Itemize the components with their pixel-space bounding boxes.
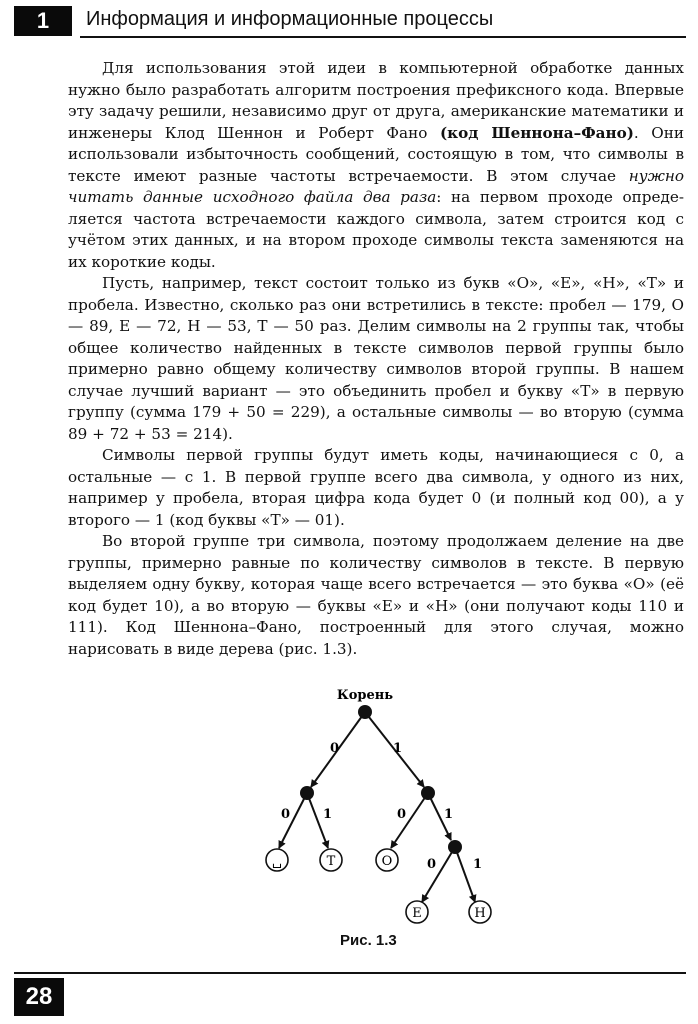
paragraph-4: Во второй группе три символа, поэтому продолжаем деление на две группы, примерно равные по количеству символов в тексте. В первую выделяем одну букву, которая чаще всего встречается — это буква «О» (её код будет 10), а во вторую — буквы «Е» и «Н» (они получают коды 110 и 111). Код Шеннона–Фано, построенный для этого случая, можно нарисовать в виде дерева (рис. 1.3). bbox=[68, 532, 684, 658]
node-11 bbox=[448, 840, 462, 854]
p1-italic-phrase: нужно читать данные исходного файла два раза bbox=[68, 166, 684, 206]
chapter-title: Информация и информационные процессы bbox=[86, 8, 494, 30]
edge-label-0-root: 0 bbox=[330, 741, 340, 756]
edge-label-1-right: 1 bbox=[444, 807, 454, 822]
paragraph-2: Пусть, например, текст состоит только из букв «О», «Е», «Н», «Т» и пробела. Известно, сколько раз они встретились в тексте: пробел — 179, О — 89, Е — 72, Н — 53, Т — 50 раз. Делим символы на 2 группы так, чтобы общее количество найденных в тексте символов первой группы было примерно равно общему количеству символов второй группы. В нашем случае лучший вариант — это объединить пробел и букву «Т» в первую группу (сумма 179 + 50 = 229), а остальные символы — во вторую (сумма 89 + 72 + 53 = 214). bbox=[68, 274, 684, 443]
leaf-t-letter: Т bbox=[326, 854, 336, 869]
header-rule bbox=[80, 36, 686, 38]
leaf-space-symbol: ␣ bbox=[272, 854, 282, 869]
p1-text-c: : на первом проходе определяется частота встречаемости каждого символа, затем строится код с учётом этих данных, и на втором проходе символы текста заменяются на их короткие коды. bbox=[68, 188, 684, 271]
root-node bbox=[358, 705, 372, 719]
figure-caption: Рис. 1.3 bbox=[340, 932, 397, 949]
p1-bold-term: (код Шеннона–Фано) bbox=[439, 123, 634, 142]
edge-label-1-deep: 1 bbox=[473, 857, 483, 872]
edge-label-1-left: 1 bbox=[323, 807, 333, 822]
chapter-number-badge: 1 bbox=[14, 6, 72, 36]
leaf-e-letter: Е bbox=[412, 906, 422, 921]
node-0 bbox=[300, 786, 314, 800]
edge-label-0-right: 0 bbox=[397, 807, 407, 822]
p1-text-a: Для использования этой идеи в компьютерной обработке данных нужно было разработать алгоритм построения префиксного кода. Впервые эту задачу решили, независимо друг от друга, американские математики и инженеры Клод Шеннон и Роберт Фано bbox=[68, 59, 684, 142]
edge-label-0-deep: 0 bbox=[427, 857, 437, 872]
code-tree-diagram bbox=[250, 672, 510, 932]
paragraph-3: Символы первой группы будут иметь коды, начинающиеся с 0, а остальные — с 1. В первой группе всего два символа, у одного из них, например у пробела, вторая цифра кода будет 0 (и полный код 00), а у второго — 1 (код буквы «Т» — 01). bbox=[68, 446, 684, 529]
page-number: 28 bbox=[14, 978, 64, 1016]
edge-label-1-root: 1 bbox=[393, 741, 403, 756]
edge-to-h bbox=[455, 847, 475, 902]
body-text bbox=[68, 58, 684, 660]
edge-to-e bbox=[422, 847, 455, 902]
edge-label-0-left: 0 bbox=[281, 807, 291, 822]
paragraph-1 bbox=[68, 58, 684, 273]
root-label: Корень bbox=[336, 688, 394, 703]
leaf-h-letter: Н bbox=[474, 906, 486, 921]
footer-rule bbox=[14, 972, 686, 974]
p1-text-b: . Они использовали избыточность сообщений, состоящую в том, что символы в тексте имеют разные частоты встречаемости. В этом случае bbox=[68, 123, 684, 185]
node-1 bbox=[421, 786, 435, 800]
leaf-o-letter: О bbox=[381, 854, 393, 869]
